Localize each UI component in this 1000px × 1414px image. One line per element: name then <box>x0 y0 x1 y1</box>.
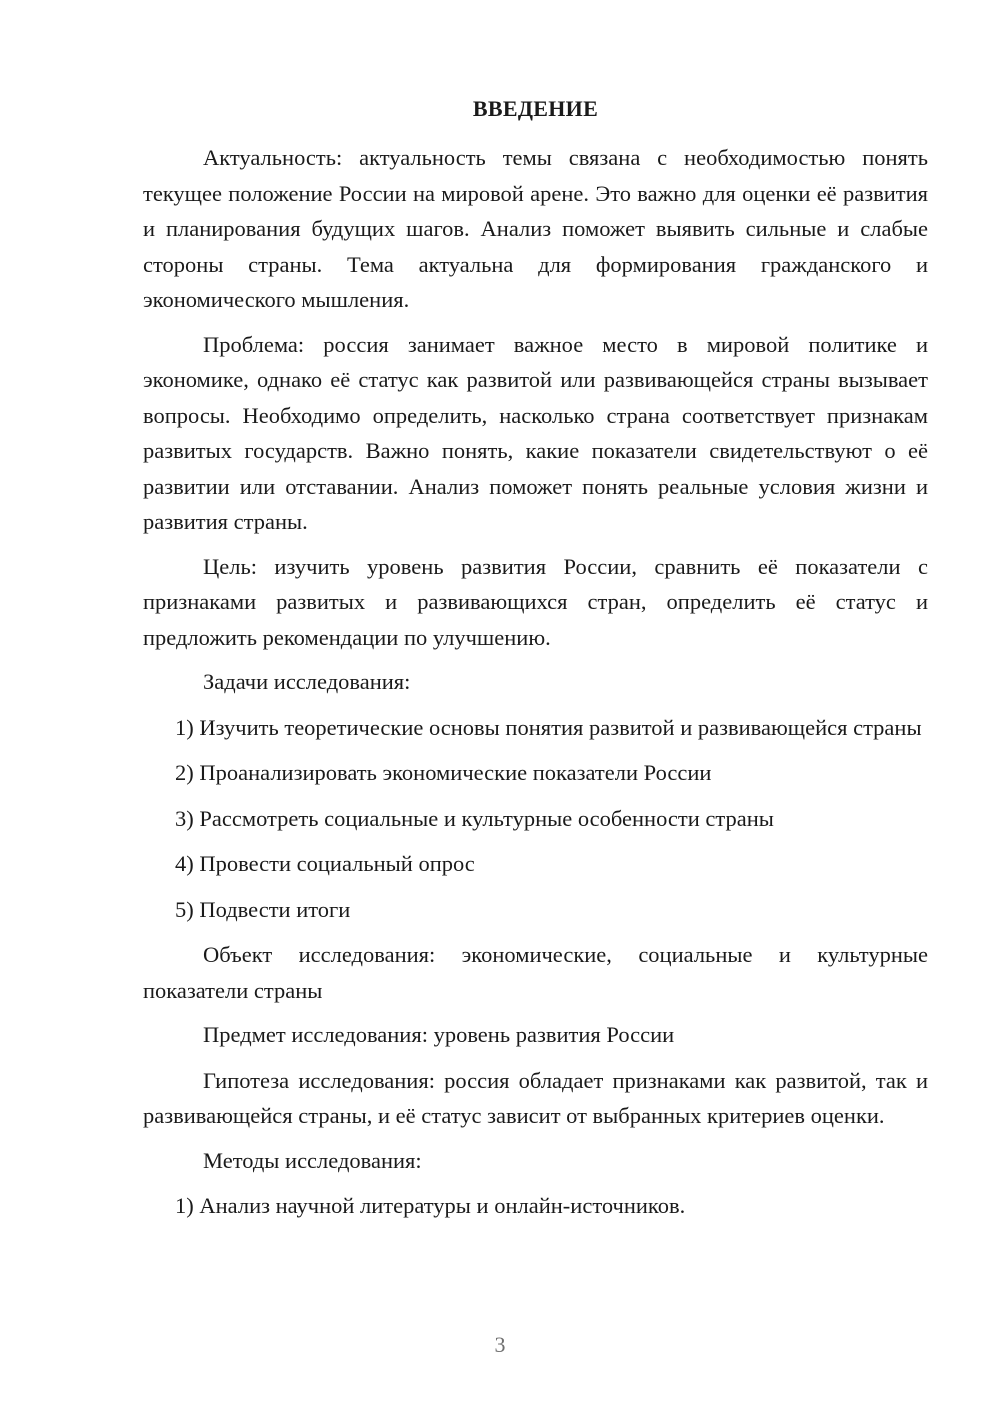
subject-paragraph: Предмет исследования: уровень развития России <box>203 1022 675 1047</box>
relevance-paragraph: Актуальность: актуальность темы связана с необходимостью понять текущее положение России на мировой арене. Это важно для оценки её развития и планирования будущих шагов. Анализ поможет выявить сильные и слабые стороны страны. Тема актуальна для формирования гражданского и экономического мышления. <box>143 145 928 312</box>
list-item: 4) Провести социальный опрос <box>175 851 475 876</box>
list-item: 5) Подвести итоги <box>175 896 351 922</box>
methods-list <box>143 1188 928 1224</box>
list-item: 1) Изучить теоретические основы понятия развитой и развивающейся страны <box>175 714 922 740</box>
page-number: 3 <box>494 1332 506 1357</box>
goal-paragraph: Цель: изучить уровень развития России, сравнить её показатели с признаками развитых и развивающихся стран, определить её статус и предложить рекомендации по улучшению. <box>143 553 928 650</box>
section-title: ВВЕДЕНИЕ <box>472 96 599 121</box>
tasks-list <box>143 710 928 928</box>
object-paragraph: Объект исследования: экономические, социальные и культурные показатели страны <box>143 942 928 1003</box>
list-item: 1) Анализ научной литературы и онлайн-источников. <box>175 1193 686 1218</box>
document-page <box>143 94 928 1234</box>
problem-paragraph: Проблема: россия занимает важное место в мировой политике и экономике, однако её статус как развитой или развивающейся страны вызывает вопросы. Необходимо определить, насколько страна соответствует признакам развитых государств. Важно понять, какие показатели свидетельствуют о её развитии или отставании. Анализ поможет понять реальные условия жизни и развития страны. <box>143 331 928 534</box>
hypothesis-paragraph: Гипотеза исследования: россия обладает признаками как развитой, так и развивающейся страны, и её статус зависит от выбранных критериев оценки. <box>143 1067 928 1128</box>
list-item: 3) Рассмотреть социальные и культурные особенности страны <box>175 805 774 831</box>
methods-heading: Методы исследования: <box>203 1147 422 1173</box>
list-item: 2) Проанализировать экономические показатели России <box>175 760 712 785</box>
tasks-heading: Задачи исследования: <box>203 669 411 694</box>
